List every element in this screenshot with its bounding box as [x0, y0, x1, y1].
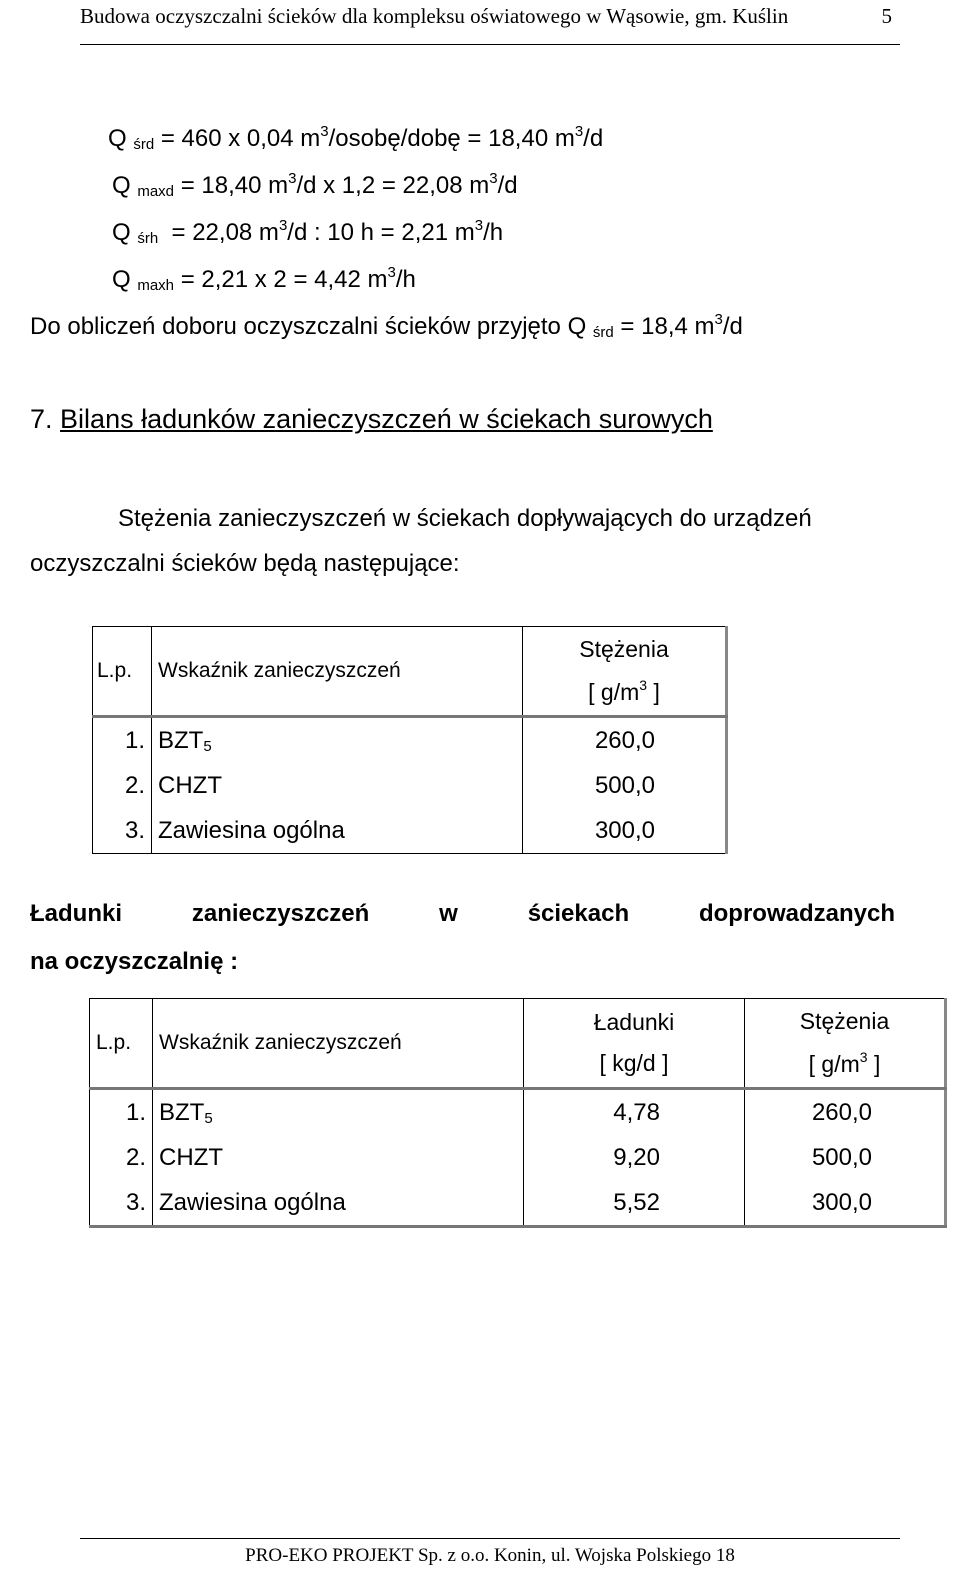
table-header-row — [90, 999, 946, 1089]
page-footer: PRO-EKO PROJEKT Sp. z o.o. Konin, ul. Wojska Polskiego 18 — [80, 1538, 900, 1567]
formula-q-srh: Q $_{śrh}$ = 22,08 $m^3/d$ : 10 h = 2,21 $m^3/h$ — [112, 217, 504, 247]
loads-heading-line-2: na oczyszczalnię : — [30, 948, 239, 975]
formula-q-srd: Q $_{śrd}$ = 460 x 0,04 $m^3/osobę$/dobę = 18,40 $m^3/d$ — [108, 123, 604, 153]
header-indicator: Wskaźnik zanieczyszczeń — [153, 999, 524, 1089]
section-title: Bilans ładunków zanieczyszczeń w ściekach surowych — [60, 404, 713, 434]
concentrations-table — [92, 626, 728, 854]
intro-line-2: oczyszczalni ścieków będą następujące: — [30, 550, 460, 577]
header-indicator: Wskaźnik zanieczyszczeń — [152, 627, 523, 717]
formula-q-maxd: Q $_{maxd}$ = 18,40 $m^3/d$ x 1,2 = 22,08 $m^3/d$ — [112, 170, 518, 200]
page-header — [80, 0, 900, 45]
table-row: 3. Zawiesina ogólna 5,52 300,0 — [90, 1180, 946, 1227]
intro-line-1: Stężenia zanieczyszczeń w ściekach dopływających do urządzeń — [118, 505, 812, 532]
header-concentration: Stężenia [ $g/m^3$ ] — [745, 999, 946, 1089]
header-load: Ładunki [ kg/d ] — [524, 999, 745, 1089]
table-row: 2. CHZT 9,20 500,0 — [90, 1135, 946, 1180]
header-lp: L.p. — [93, 627, 152, 717]
header-lp: L.p. — [90, 999, 153, 1089]
document-title: Budowa oczyszczalni ścieków dla kompleksu oświatowego w Wąsowie, gm. Kuślin — [80, 4, 789, 28]
formula-adopted-q: Do obliczeń doboru oczyszczalni ścieków przyjęto Q $_{śrd}$ = 18,4 $m^3/d$ — [30, 311, 743, 341]
table-row: 2. CHZT 500,0 — [93, 763, 727, 808]
table-row: 3. Zawiesina ogólna 300,0 — [93, 808, 727, 854]
page-number: 5 — [881, 4, 892, 28]
formula-q-maxh: Q $_{maxh}$ = 2,21 x 2 = 4,42 $m^3/h$ — [112, 264, 416, 294]
table-row: 1. $BZT_5$ 260,0 — [93, 717, 727, 764]
header-concentration: Stężenia [ $g/m^3$ ] — [523, 627, 727, 717]
loads-heading-line-1: Ładunki zanieczyszczeń w ściekach doprowadzanych — [30, 900, 895, 927]
section-heading — [30, 404, 713, 435]
table-row: 1. $BZT_5$ 4,78 260,0 — [90, 1089, 946, 1136]
section-number: 7. — [30, 404, 53, 434]
table-header-row — [93, 627, 727, 717]
loads-table — [89, 998, 947, 1228]
